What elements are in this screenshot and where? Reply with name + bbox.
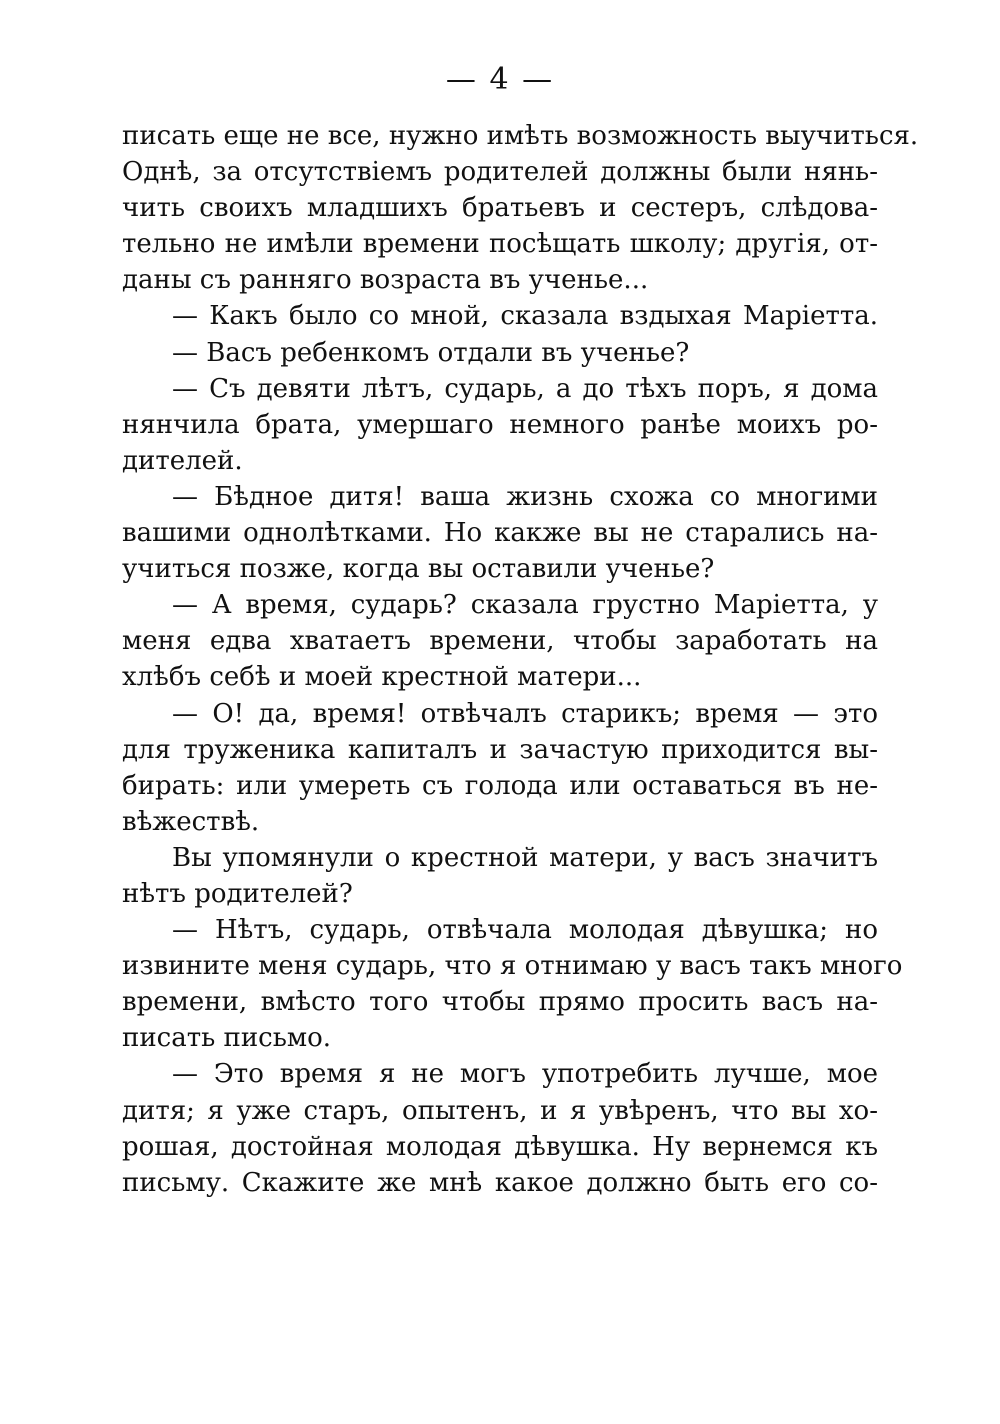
text-line: учиться позже, когда вы оставили ученье? [122, 554, 715, 585]
text-line: — Съ девяти лѣтъ, сударь, а до тѣхъ поръ, я дома [172, 373, 878, 404]
text-line: рошая, достойная молодая дѣвушка. Ну вернемся къ [122, 1131, 878, 1162]
text-line: — Бѣдное дитя! ваша жизнь схожа со многими [172, 481, 878, 512]
text-line: — Нѣтъ, сударь, отвѣчала молодая дѣвушка; но [172, 915, 878, 946]
text-line: — Это время я не могъ употребить лучше, мое [172, 1059, 878, 1090]
page-body [122, 118, 919, 1201]
text-line: меня едва хватаетъ времени, чтобы заработать на [122, 626, 878, 657]
text-line: для труженика капиталъ и зачастую приходится вы- [122, 734, 878, 765]
text-line: даны съ ранняго возраста въ ученье... [122, 265, 649, 296]
text-line: дителей. [122, 445, 243, 476]
text-line: вашими однолѣтками. Но какже вы не старались на- [122, 518, 878, 549]
text-line: Вы упомянули о крестной матери, у васъ значитъ [172, 842, 878, 873]
text-line: — О! да, время! отвѣчалъ старикъ; время — это [172, 698, 878, 729]
text-line: извините меня сударь, что я отнимаю у васъ такъ много [122, 951, 903, 982]
text-line: бирать: или умереть съ голода или оставаться въ не- [122, 770, 878, 801]
page-number: — 4 — [445, 62, 555, 97]
text-line: вѣжествѣ. [122, 806, 260, 837]
text-line: нянчила брата, умершаго немного ранѣе моихъ ро- [122, 409, 878, 440]
text-line: писать еще не все, нужно имѣть возможность выучиться. [122, 121, 919, 151]
text-line: дитя; я уже старъ, опытенъ, и я увѣренъ, что вы хо- [122, 1095, 878, 1126]
text-line: чить своихъ младшихъ братьевъ и сестеръ, слѣдова- [122, 193, 878, 224]
text-line: письму. Скажите же мнѣ какое должно быть его со- [122, 1167, 878, 1198]
text-line: — Какъ было со мной, сказала вздыхая Маріетта. [172, 301, 878, 332]
text-line: хлѣбъ себѣ и моей крестной матери... [122, 662, 642, 693]
text-line: писать письмо. [122, 1023, 332, 1054]
text-line: — А время, сударь? сказала грустно Маріетта, у [172, 590, 878, 621]
text-line: Однѣ, за отсутствіемъ родителей должны были нянь- [122, 157, 878, 188]
text-line: нѣтъ родителей? [122, 878, 353, 909]
text-line: — Васъ ребенкомъ отдали въ ученье? [172, 337, 690, 368]
text-line: времени, вмѣсто того чтобы прямо просить васъ на- [122, 987, 878, 1018]
text-line: тельно не имѣли времени посѣщать школу; другія, от- [122, 229, 878, 260]
